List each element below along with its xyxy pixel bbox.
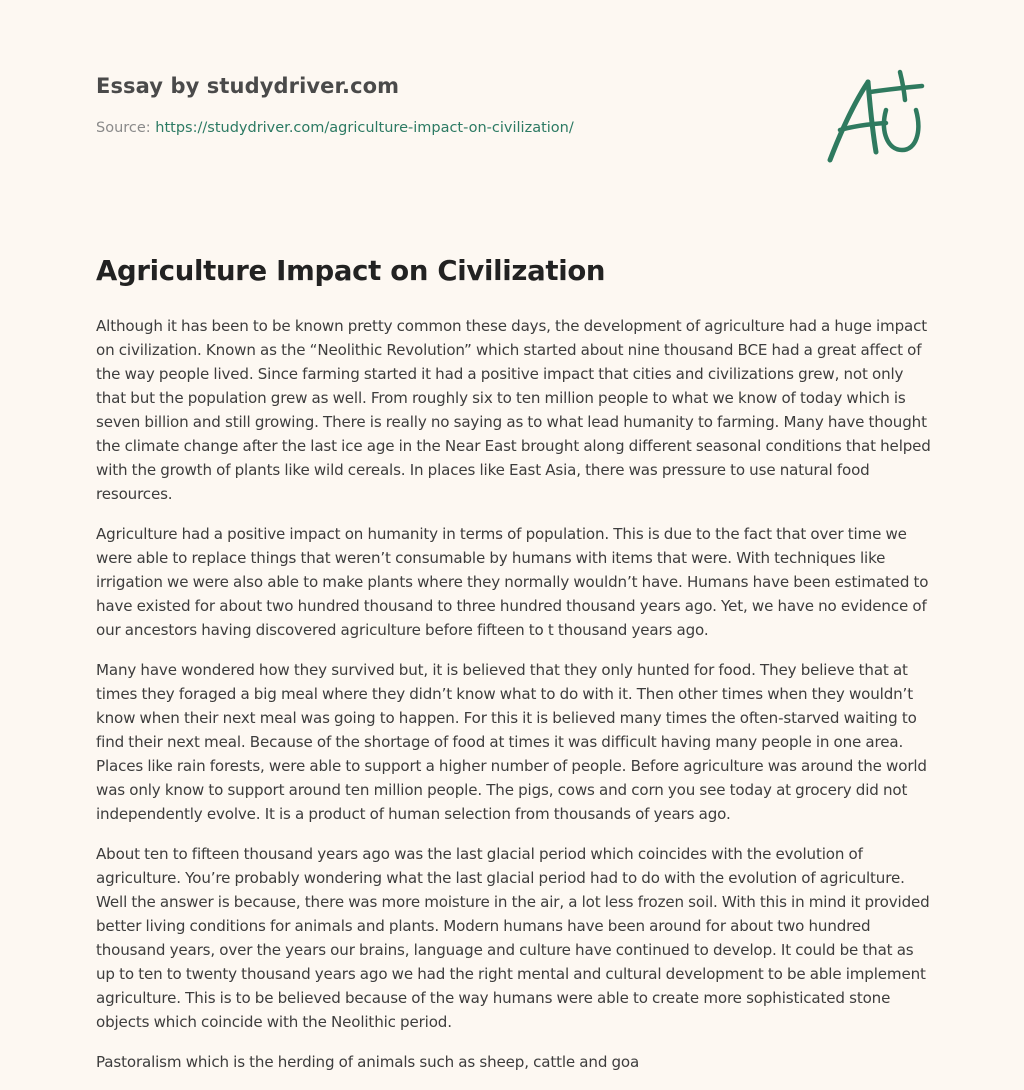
essay-paragraph: Although it has been to be known pretty common these days, the development of agriculture had a huge impact on civilization. Known as the “Neolithic Revolution” which started about nine thousand BCE had a great affect of the way people lived. Since farming started it had a positive impact that cities and civilizations grew, not only that but the population grew as well. From roughly six to ten million people to what we know of today which is seven billion and still growing. There is really no saying as to what lead humanity to farming. Many have thought the climate change after the last ice age in the Near East brought along different seasonal conditions that helped with the growth of plants like wild cereals. In places like East Asia, there was pressure to use natural food resources.	[96, 317, 931, 503]
essay-paragraph: Agriculture had a positive impact on humanity in terms of population. This is due to the fact that over time we were able to replace things that weren’t consumable by humans with items that were. With techniques like irrigation we were also able to make plants where they normally wouldn’t have. Humans have been estimated to have existed for about two hundred thousand to three hundred thousand years ago. Yet, we have no evidence of our ancestors having discovered agriculture before fifteen to t thousand years ago.	[96, 525, 929, 639]
essay-body	[96, 314, 932, 1090]
source-link[interactable]: https://studydriver.com/agriculture-impact-on-civilization/	[155, 120, 574, 136]
essay-title: Agriculture Impact on Civilization	[96, 255, 606, 287]
source-line	[96, 120, 796, 136]
essay-paragraph: Many have wondered how they survived but, it is believed that they only hunted for food. They believe that at times they foraged a big meal where they didn’t know what to do with it. Then other times when they wouldn’t know when their next meal was going to happen. For this it is believed many times the often-starved waiting to find their next meal. Because of the shortage of food at times it was difficult having many people in one area. Places like rain forests, were able to support a higher number of people. Before agriculture was around the world was only know to support around ten million people. The pigs, cows and corn you see today at grocery did not independently evolve. It is a product of human selection from thousands of years ago.	[96, 661, 927, 823]
essay-paragraph: Pastoralism which is the herding of animals such as sheep, cattle and goa	[96, 1053, 640, 1071]
essay-header	[96, 74, 796, 136]
a-plus-logo-icon	[818, 66, 930, 166]
essay-paragraph: About ten to fifteen thousand years ago was the last glacial period which coincides with the evolution of agriculture. You’re probably wondering what the last glacial period had to do with the evolution of agriculture. Well the answer is because, there was more moisture in the air, a lot less frozen soil. With this in mind it provided better living conditions for animals and plants. Modern humans have been around for about two hundred thousand years, over the years our brains, language and culture have continued to develop. It could be that as up to ten to twenty thousand years ago we had the right mental and cultural development to be able implement agriculture. This is to be believed because of the way humans were able to create more sophisticated stone objects which coincide with the Neolithic period.	[96, 845, 930, 1031]
source-label: Source:	[96, 120, 151, 136]
brand-title: Essay by studydriver.com	[96, 74, 400, 98]
